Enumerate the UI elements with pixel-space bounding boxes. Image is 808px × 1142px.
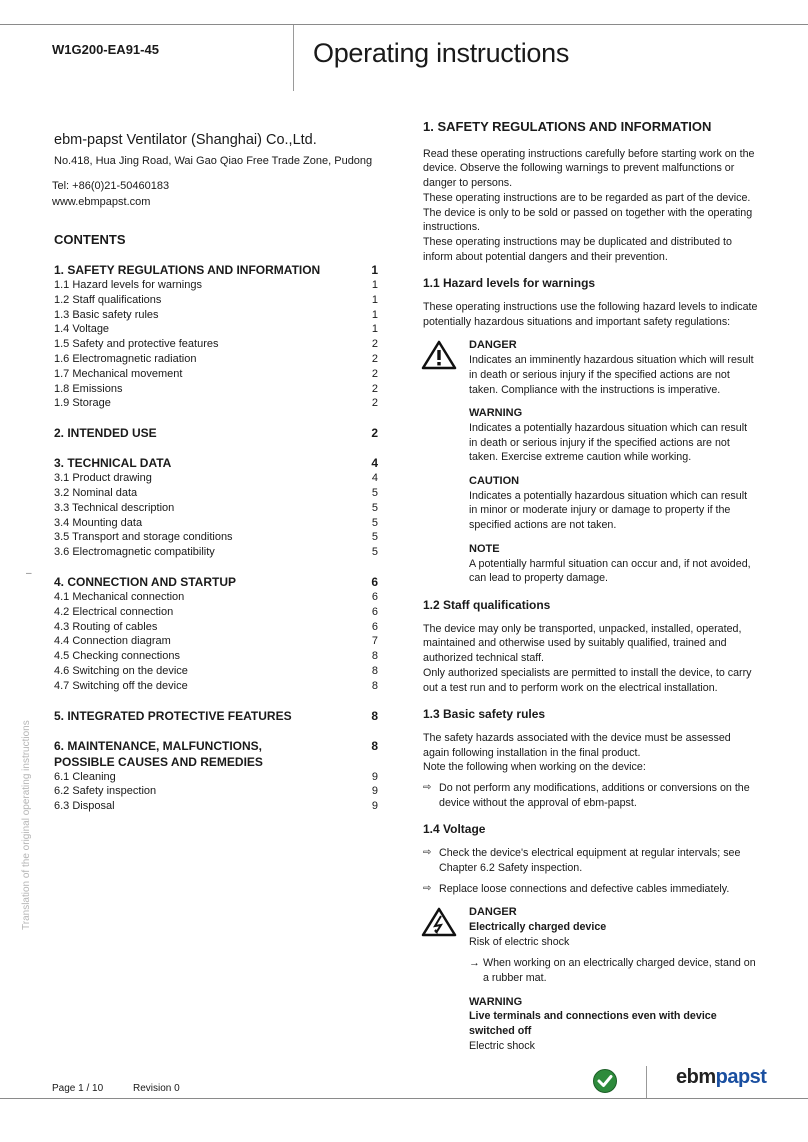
toc-item-title: 4.2 Electrical connection bbox=[54, 605, 174, 618]
company-website: www.ebmpapst.com bbox=[52, 196, 151, 208]
toc-section-title: 3. TECHNICAL DATA bbox=[54, 456, 172, 471]
model-number: W1G200-EA91-45 bbox=[52, 42, 159, 57]
toc-section-page: 2 bbox=[371, 426, 378, 441]
toc-section-title: 2. INTENDED USE bbox=[54, 426, 157, 441]
toc-item bbox=[54, 322, 378, 337]
toc-item-title: 4.5 Checking connections bbox=[54, 650, 180, 663]
top-rule bbox=[0, 24, 808, 25]
toc-item-page: 6 bbox=[371, 605, 378, 618]
voltage-danger bbox=[423, 905, 758, 986]
toc-item bbox=[54, 649, 378, 664]
logo-part-papst: papst bbox=[715, 1066, 767, 1088]
toc-item bbox=[54, 501, 378, 516]
toc-item-page: 5 bbox=[371, 486, 378, 499]
toc-item-title: 1.9 Storage bbox=[54, 397, 111, 410]
toc-item-title: 1.3 Basic safety rules bbox=[54, 308, 159, 321]
toc-section-page: 4 bbox=[371, 456, 378, 471]
toc-item-page: 2 bbox=[371, 382, 378, 395]
toc-item-page: 2 bbox=[371, 352, 378, 365]
bullet-item bbox=[423, 781, 758, 810]
toc-item-title: 3.6 Electromagnetic compatibility bbox=[54, 546, 215, 559]
hazard-label: CAUTION bbox=[469, 475, 520, 488]
toc-item-title: 6.3 Disposal bbox=[54, 800, 115, 813]
subsection-heading: 1.4 Voltage bbox=[423, 822, 486, 837]
toc-item-page: 7 bbox=[371, 635, 378, 648]
toc-item bbox=[54, 530, 378, 545]
toc-item-page: 5 bbox=[371, 501, 378, 514]
toc-item-title: 6.1 Cleaning bbox=[54, 770, 116, 783]
toc-item bbox=[54, 516, 378, 531]
bullet-text: Check the device's electrical equipment at regular intervals; see Chapter 6.2 Safety inspection. bbox=[439, 847, 741, 874]
subsection-heading: 1.2 Staff qualifications bbox=[423, 597, 551, 612]
ebmpapst-logo bbox=[676, 1066, 766, 1089]
voltage-warning bbox=[423, 995, 758, 1054]
hazard-text: Indicates an imminently hazardous situation which will result in death or serious injury if the specified actions are not taken. Compliance with the instructions is imperative. bbox=[469, 354, 754, 396]
toc-section-page: 8 bbox=[371, 708, 378, 723]
toc-item-page: 2 bbox=[371, 338, 378, 351]
toc-item-title: 1.2 Staff qualifications bbox=[54, 293, 162, 306]
company-tel: Tel: +86(0)21-50460183 bbox=[52, 180, 170, 192]
hazard-text: Indicates a potentially hazardous situation which can result in death or serious injury if the specified actions are not taken. Exercise extreme caution while working. bbox=[469, 421, 748, 464]
toc-item bbox=[54, 308, 378, 323]
toc-item bbox=[54, 634, 378, 649]
subsection-heading: 1.3 Basic safety rules bbox=[423, 707, 546, 722]
vertical-note: Translation of the original operating instructions bbox=[21, 720, 32, 930]
toc-section-page: 1 bbox=[371, 263, 378, 277]
toc-item bbox=[54, 486, 378, 501]
bullet-item bbox=[423, 882, 758, 897]
toc-item-title: 1.1 Hazard levels for warnings bbox=[54, 279, 202, 291]
toc-item-title: 1.4 Voltage bbox=[54, 323, 110, 336]
hazard-label: WARNING bbox=[469, 407, 523, 420]
toc-item bbox=[54, 352, 378, 367]
main-content bbox=[423, 120, 758, 1054]
toc-item-page: 5 bbox=[371, 516, 378, 529]
toc-section bbox=[54, 262, 378, 278]
page-number: Page 1 / 10 bbox=[52, 1083, 104, 1094]
toc-item-page: 4 bbox=[371, 472, 378, 485]
toc-item-title: 4.1 Mechanical connection bbox=[54, 590, 185, 603]
bullet-arrow-icon: ⇨ bbox=[423, 847, 432, 859]
hazard-text: Risk of electric shock bbox=[469, 935, 570, 948]
subsection-heading: 1.1 Hazard levels for warnings bbox=[423, 276, 596, 291]
toc-item-page: 1 bbox=[371, 293, 378, 306]
toc-item-title: 1.6 Electromagnetic radiation bbox=[54, 352, 197, 365]
toc-section-page: 6 bbox=[371, 574, 378, 589]
intro-paragraph: These operating instructions may be duplicated and distributed to inform about potential dangers and their prevention. bbox=[423, 235, 732, 263]
paragraph: The safety hazards associated with the device must be assessed again following installation in the final product. bbox=[423, 731, 731, 759]
intro-paragraph: Read these operating instructions carefully before starting work on the device. Observe the following warnings to prevent malfunctions or danger to persons. bbox=[423, 147, 755, 190]
logo-part-ebm: ebm bbox=[676, 1066, 716, 1088]
toc-section bbox=[54, 738, 378, 770]
bottom-rule bbox=[0, 1098, 808, 1099]
toc-item-page: 9 bbox=[371, 800, 378, 813]
toc-item bbox=[54, 620, 378, 635]
toc-item bbox=[54, 590, 378, 605]
toc-item-page: 6 bbox=[371, 620, 378, 633]
toc-item-title: 4.7 Switching off the device bbox=[54, 679, 188, 692]
toc-item-page: 2 bbox=[371, 397, 378, 410]
hazard-level-caution bbox=[423, 474, 758, 533]
toc-item-title: 3.1 Product drawing bbox=[54, 472, 152, 485]
company-name: ebm-papst Ventilator (Shanghai) Co.,Ltd. bbox=[54, 132, 317, 148]
toc-item-title: 3.5 Transport and storage conditions bbox=[54, 531, 233, 544]
toc-section bbox=[54, 574, 378, 590]
hazard-label: WARNING bbox=[469, 995, 523, 1008]
toc-item-page: 6 bbox=[371, 590, 378, 603]
toc-item-title: 1.5 Safety and protective features bbox=[54, 338, 219, 351]
table-of-contents bbox=[54, 262, 378, 814]
toc-item-title: 1.8 Emissions bbox=[54, 382, 123, 395]
toc-item-title: 3.3 Technical description bbox=[54, 501, 175, 514]
toc-item-page: 9 bbox=[371, 785, 378, 798]
toc-item-page: 8 bbox=[371, 664, 378, 677]
side-mark: – bbox=[26, 568, 32, 579]
toc-section-title: 5. INTEGRATED PROTECTIVE FEATURES bbox=[54, 708, 292, 723]
toc-item bbox=[54, 605, 378, 620]
action-text: When working on an electrically charged device, stand on a rubber mat. bbox=[483, 957, 756, 985]
arrow-icon: → bbox=[469, 957, 480, 970]
hazard-text: A potentially harmful situation can occur and, if not avoided, can lead to property damage. bbox=[469, 557, 751, 585]
toc-item bbox=[54, 679, 378, 694]
toc-item bbox=[54, 382, 378, 397]
toc-section bbox=[54, 425, 378, 441]
hazard-text: Electric shock bbox=[469, 1039, 535, 1052]
toc-item bbox=[54, 278, 378, 293]
toc-item bbox=[54, 337, 378, 352]
paragraph: These operating instructions use the following hazard levels to indicate potentially hazardous situations and important safety regulations: bbox=[423, 301, 758, 328]
toc-section bbox=[54, 708, 378, 724]
toc-item-title: 4.3 Routing of cables bbox=[54, 620, 158, 633]
toc-item bbox=[54, 545, 378, 560]
toc-item-page: 1 bbox=[371, 308, 378, 321]
bullet-text: Replace loose connections and defective cables immediately. bbox=[439, 882, 730, 895]
hazard-subtitle: Live terminals and connections even with device switched off bbox=[469, 1010, 717, 1038]
hazard-subtitle: Electrically charged device bbox=[469, 920, 607, 933]
toc-section-title: 1. SAFETY REGULATIONS AND INFORMATION bbox=[54, 263, 321, 277]
warning-triangle-icon bbox=[421, 340, 457, 375]
toc-section bbox=[54, 455, 378, 471]
hazard-label: DANGER bbox=[469, 906, 517, 919]
toc-item-title: 3.4 Mounting data bbox=[54, 516, 143, 529]
document-title: Operating instructions bbox=[313, 38, 570, 68]
bullet-item bbox=[423, 846, 758, 875]
paragraph: Only authorized specialists are permitted to install the device, to carry out a test run and to perform work on the electrical installation. bbox=[423, 666, 752, 694]
toc-item-title: 4.6 Switching on the device bbox=[54, 664, 188, 677]
toc-item-page: 1 bbox=[371, 279, 378, 291]
toc-item-title: 1.7 Mechanical movement bbox=[54, 367, 183, 380]
toc-item-page: 1 bbox=[371, 323, 378, 336]
toc-item bbox=[54, 799, 378, 814]
bullet-arrow-icon: ⇨ bbox=[423, 782, 432, 794]
revision: Revision 0 bbox=[133, 1083, 180, 1094]
logo-separator bbox=[646, 1066, 647, 1098]
section-heading: 1. SAFETY REGULATIONS AND INFORMATION bbox=[423, 119, 712, 134]
action-item bbox=[469, 956, 758, 985]
header-separator bbox=[293, 25, 294, 91]
toc-item bbox=[54, 471, 378, 486]
electric-hazard-icon bbox=[421, 907, 457, 942]
toc-item-page: 5 bbox=[371, 546, 378, 559]
toc-section-page: 8 bbox=[371, 738, 378, 753]
intro-paragraph: These operating instructions are to be regarded as part of the device. The device is only to be sold or passed on together with the operating instructions. bbox=[423, 191, 753, 234]
toc-section-title: 6. MAINTENANCE, MALFUNCTIONS, POSSIBLE CAUSES AND REMEDIES bbox=[54, 738, 263, 769]
toc-item bbox=[54, 396, 378, 411]
company-address: No.418, Hua Jing Road, Wai Gao Qiao Free Trade Zone, Pudong bbox=[54, 155, 373, 167]
paragraph: Note the following when working on the device: bbox=[423, 761, 646, 774]
toc-item-page: 5 bbox=[371, 531, 378, 544]
toc-item-page: 2 bbox=[371, 367, 378, 380]
contents-heading: CONTENTS bbox=[54, 232, 126, 247]
bullet-text: Do not perform any modifications, additions or conversions on the device without the approval of ebm-papst. bbox=[439, 782, 750, 809]
toc-item-page: 8 bbox=[371, 650, 378, 663]
hazard-level-warning bbox=[423, 406, 758, 465]
toc-item-page: 9 bbox=[371, 770, 378, 783]
toc-item bbox=[54, 770, 378, 785]
toc-item bbox=[54, 664, 378, 679]
hazard-label: NOTE bbox=[469, 542, 500, 555]
greentech-badge-icon bbox=[592, 1068, 618, 1099]
toc-item bbox=[54, 293, 378, 308]
bullet-arrow-icon: ⇨ bbox=[423, 882, 432, 894]
toc-item bbox=[54, 367, 378, 382]
paragraph: The device may only be transported, unpacked, installed, operated, maintained and otherwise used by suitably qualified, trained and authorized technical staff. bbox=[423, 622, 742, 665]
toc-item-page: 8 bbox=[371, 679, 378, 692]
toc-item bbox=[54, 784, 378, 799]
hazard-label: DANGER bbox=[469, 339, 517, 352]
hazard-level-danger bbox=[423, 338, 758, 397]
toc-section-title: 4. CONNECTION AND STARTUP bbox=[54, 574, 237, 589]
toc-item-title: 4.4 Connection diagram bbox=[54, 635, 171, 648]
toc-item-title: 3.2 Nominal data bbox=[54, 486, 138, 499]
toc-item-title: 6.2 Safety inspection bbox=[54, 785, 157, 798]
hazard-level-note bbox=[423, 542, 758, 586]
hazard-text: Indicates a potentially hazardous situation which can result in minor or moderate injury or damage to property if the specified actions are not taken. bbox=[469, 489, 748, 532]
